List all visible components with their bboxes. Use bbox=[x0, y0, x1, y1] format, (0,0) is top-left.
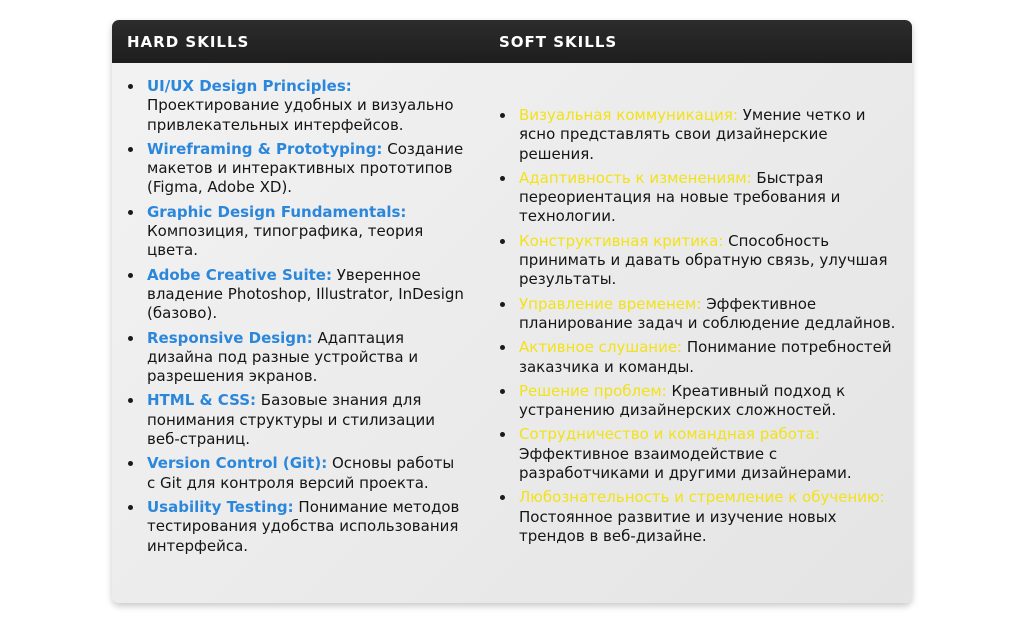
skill-description: Базовые знания для понимания структуры и стилизации веб-страниц. bbox=[147, 391, 436, 449]
skill-term: Adobe Creative Suite: bbox=[147, 265, 332, 284]
hard-skills-heading: HARD SKILLS bbox=[127, 33, 250, 51]
skill-term: Version Control (Git): bbox=[147, 454, 328, 473]
skill-description: Создание макетов и интерактивных прототипов (Figma, Adobe XD). bbox=[147, 139, 464, 197]
skill-description: Основы работы с Git для контроля версий проекта. bbox=[147, 454, 455, 492]
bullet-icon bbox=[500, 239, 505, 244]
list-item bbox=[519, 232, 899, 290]
list-item bbox=[519, 295, 899, 334]
skill-term: Активное слушание: bbox=[519, 338, 683, 357]
bullet-icon bbox=[128, 336, 133, 341]
skill-term: UI/UX Design Principles: bbox=[147, 77, 352, 95]
list-item bbox=[147, 391, 467, 449]
soft-skills-list bbox=[519, 106, 899, 551]
list-item bbox=[147, 454, 467, 493]
bullet-icon bbox=[500, 345, 505, 350]
skill-term: Graphic Design Fundamentals: bbox=[147, 202, 407, 221]
skill-term: Любознательность и стремление к обучению: bbox=[519, 488, 885, 507]
skill-description: Уверенное владение Photoshop, Illustrator, InDesign (базово). bbox=[147, 265, 464, 323]
skill-term: Usability Testing: bbox=[147, 497, 294, 516]
skill-term: Адаптивность к изменениям: bbox=[519, 168, 752, 187]
list-item bbox=[147, 498, 467, 556]
skill-term: Решение проблем: bbox=[519, 381, 667, 400]
bullet-icon bbox=[128, 210, 133, 215]
hard-skills-list bbox=[147, 77, 467, 561]
skill-description: Постоянное развитие и изучение новых трендов в веб-дизайне. bbox=[519, 507, 837, 545]
list-item bbox=[147, 266, 467, 324]
list-item bbox=[147, 203, 467, 261]
list-item bbox=[519, 382, 899, 421]
list-item bbox=[519, 425, 899, 483]
list-item bbox=[519, 106, 899, 164]
skill-term: Responsive Design: bbox=[147, 328, 313, 347]
skill-description: Эффективное взаимодействие с разработчиками и другими дизайнерами. bbox=[519, 444, 852, 483]
bullet-icon bbox=[500, 432, 505, 437]
bullet-icon bbox=[128, 398, 133, 403]
skill-term: Wireframing & Prototyping: bbox=[147, 139, 383, 158]
bullet-icon bbox=[500, 176, 505, 181]
bullet-icon bbox=[500, 113, 505, 118]
soft-skills-heading: SOFT SKILLS bbox=[499, 33, 618, 51]
skill-description: Эффективное планирование задач и соблюдение дедлайнов. bbox=[519, 294, 896, 332]
bullet-icon bbox=[500, 389, 505, 394]
list-item bbox=[147, 329, 467, 387]
skills-card bbox=[112, 20, 912, 603]
bullet-icon bbox=[128, 84, 133, 89]
bullet-icon bbox=[128, 147, 133, 152]
list-item bbox=[519, 169, 899, 227]
list-item bbox=[147, 77, 467, 135]
bullet-icon bbox=[500, 495, 505, 500]
skill-description: Способность принимать и давать обратную связь, улучшая результаты. bbox=[519, 231, 888, 289]
skill-description: Понимание методов тестирования удобства использования интерфейса. bbox=[147, 497, 460, 555]
skill-description: Умение четко и ясно представлять свои дизайнерские решения. bbox=[519, 106, 866, 163]
list-item bbox=[147, 140, 467, 198]
skill-description: Креативный подход к устранению дизайнерских сложностей. bbox=[519, 381, 846, 420]
skill-term: Сотрудничество и командная работа: bbox=[519, 425, 820, 444]
skill-term: Конструктивная критика: bbox=[519, 231, 724, 250]
bullet-icon bbox=[128, 461, 133, 466]
list-item bbox=[519, 338, 899, 377]
skill-term: Визуальная коммуникация: bbox=[519, 106, 738, 124]
skill-term: Управление временем: bbox=[519, 294, 702, 313]
bullet-icon bbox=[128, 273, 133, 278]
bullet-icon bbox=[500, 302, 505, 307]
skill-description: Проектирование удобных и визуально привлекательных интерфейсов. bbox=[147, 96, 454, 134]
skill-description: Быстрая переориентация на новые требования и технологии. bbox=[519, 168, 841, 226]
skill-term: HTML & CSS: bbox=[147, 391, 257, 410]
skill-description: Адаптация дизайна под разные устройства и разрешения экранов. bbox=[147, 328, 419, 386]
skills-header bbox=[112, 20, 912, 63]
skill-description: Композиция, типографика, теория цвета. bbox=[147, 222, 424, 260]
bullet-icon bbox=[128, 505, 133, 510]
list-item bbox=[519, 488, 899, 546]
skill-description: Понимание потребностей заказчика и команды. bbox=[519, 338, 892, 376]
